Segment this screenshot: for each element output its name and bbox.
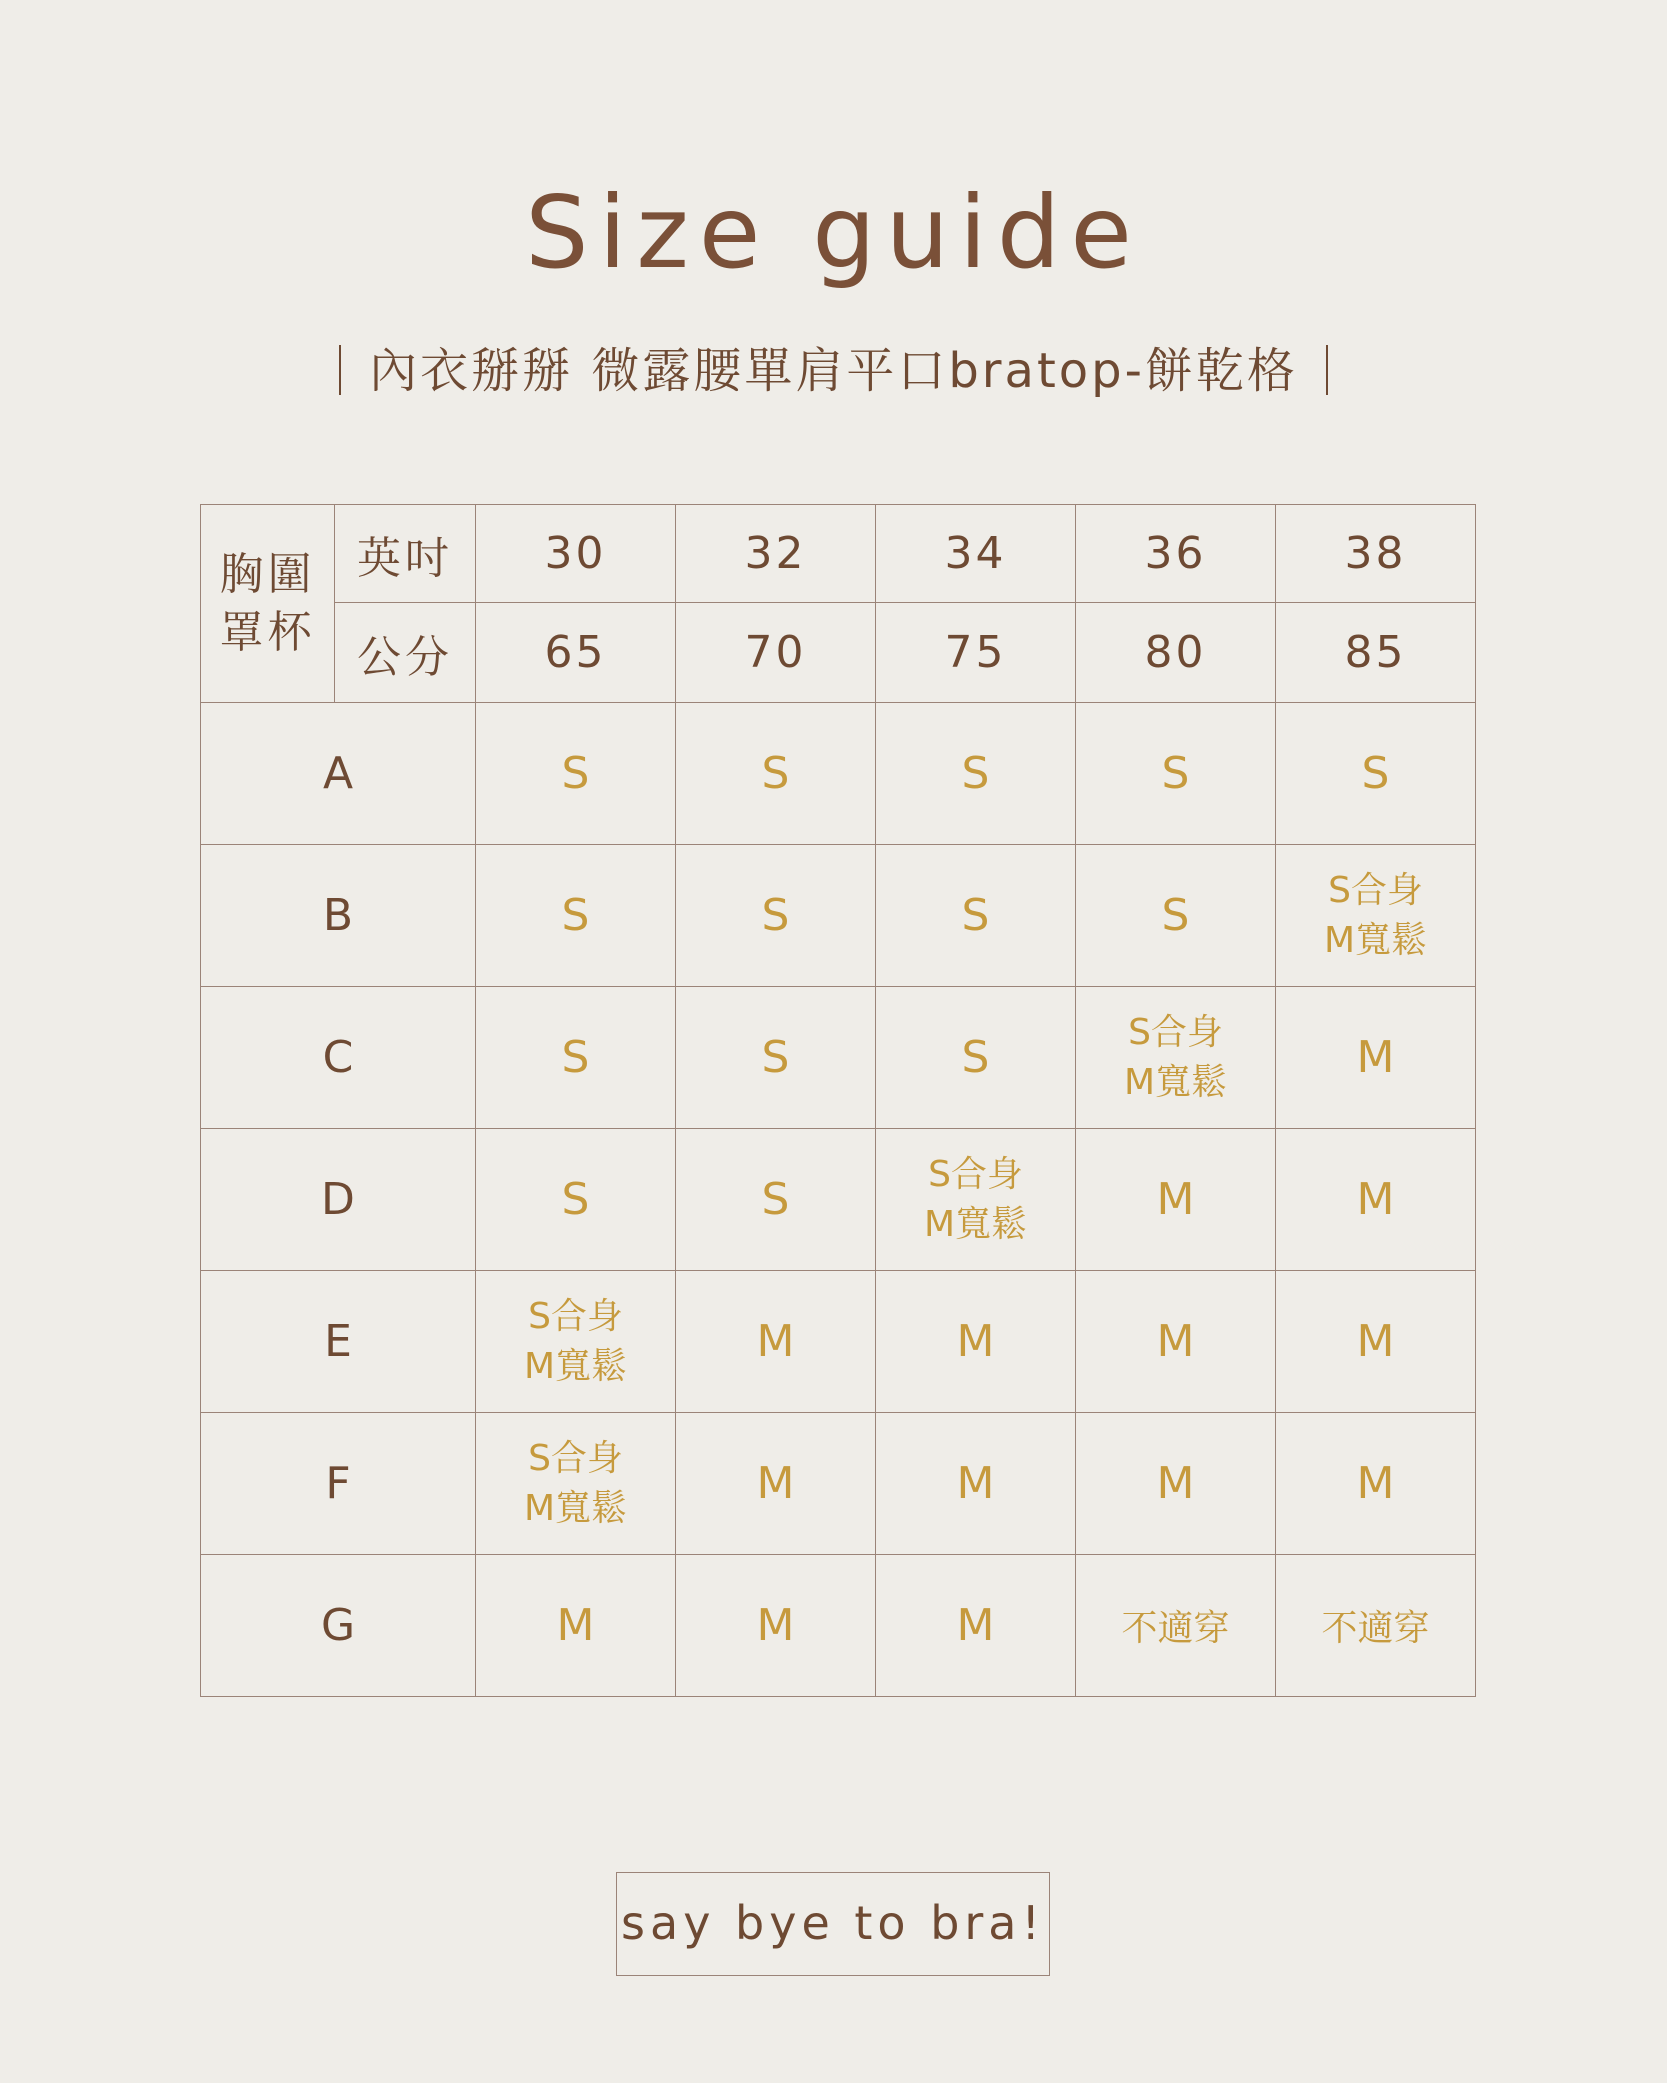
size-table <box>200 504 1476 1697</box>
inch-value: 30 <box>476 505 676 603</box>
product-subtitle <box>0 338 1667 404</box>
size-cell: M <box>1276 987 1476 1129</box>
cup-label: B <box>201 845 476 987</box>
size-cell: S <box>676 987 876 1129</box>
size-cell: S <box>876 845 1076 987</box>
size-cell: M <box>1276 1271 1476 1413</box>
size-fit-line: S合身 <box>928 1153 1023 1195</box>
size-loose-line: M寬鬆 <box>523 1487 628 1529</box>
size-loose-line: M寬鬆 <box>923 1203 1028 1245</box>
size-cell: S <box>1276 703 1476 845</box>
cm-value: 85 <box>1276 603 1476 703</box>
size-cell: M <box>676 1413 876 1555</box>
divider-right <box>1326 345 1328 395</box>
cup-label: C <box>201 987 476 1129</box>
size-cell <box>476 1271 676 1413</box>
size-cell: 不適穿 <box>1076 1555 1276 1697</box>
size-cell: S <box>876 987 1076 1129</box>
size-cell: M <box>1076 1413 1276 1555</box>
size-cell: M <box>1076 1271 1276 1413</box>
size-cell: S <box>476 1129 676 1271</box>
size-cell: 不適穿 <box>1276 1555 1476 1697</box>
cup-row <box>201 703 1476 845</box>
cup-row <box>201 1271 1476 1413</box>
cup-row <box>201 1129 1476 1271</box>
size-cell <box>876 1129 1076 1271</box>
cup-row <box>201 845 1476 987</box>
inch-label: 英吋 <box>335 505 476 603</box>
size-cell: S <box>676 845 876 987</box>
page-title: Size guide <box>525 174 1142 291</box>
size-cell: S <box>1076 703 1276 845</box>
cup-row <box>201 1413 1476 1555</box>
size-loose-line: M寬鬆 <box>1123 1061 1228 1103</box>
inch-value: 38 <box>1276 505 1476 603</box>
cup-label: E <box>201 1271 476 1413</box>
size-cell: S <box>676 703 876 845</box>
size-cell <box>476 1413 676 1555</box>
cup-label: A <box>201 703 476 845</box>
inch-value: 36 <box>1076 505 1276 603</box>
size-cell: M <box>676 1555 876 1697</box>
size-cell: S <box>476 845 676 987</box>
corner-cell <box>201 505 335 703</box>
size-cell: M <box>876 1413 1076 1555</box>
header-row-cm <box>201 603 1476 703</box>
cm-value: 70 <box>676 603 876 703</box>
size-cell: M <box>1276 1129 1476 1271</box>
size-fit-line: S合身 <box>528 1437 623 1479</box>
size-fit-line: S合身 <box>1328 869 1423 911</box>
size-cell: S <box>476 703 676 845</box>
size-cell: M <box>876 1555 1076 1697</box>
size-cell: M <box>876 1271 1076 1413</box>
size-cell: M <box>476 1555 676 1697</box>
cm-value: 75 <box>876 603 1076 703</box>
cm-label: 公分 <box>335 603 476 703</box>
size-loose-line: M寬鬆 <box>523 1345 628 1387</box>
corner-bust-label: 胸圍 <box>219 548 316 600</box>
cm-value: 80 <box>1076 603 1276 703</box>
size-cell <box>1076 987 1276 1129</box>
cm-value: 65 <box>476 603 676 703</box>
size-cell: M <box>1276 1413 1476 1555</box>
cup-label: G <box>201 1555 476 1697</box>
size-fit-line: S合身 <box>1128 1011 1223 1053</box>
inch-value: 34 <box>876 505 1076 603</box>
cup-label: D <box>201 1129 476 1271</box>
divider-left <box>339 345 341 395</box>
size-cell: S <box>676 1129 876 1271</box>
corner-cup-label: 罩杯 <box>219 606 316 658</box>
size-cell: M <box>676 1271 876 1413</box>
size-loose-line: M寬鬆 <box>1323 919 1428 961</box>
cup-label: F <box>201 1413 476 1555</box>
cup-row <box>201 1555 1476 1697</box>
size-cell: S <box>1076 845 1276 987</box>
slogan-box: say bye to bra! <box>616 1872 1050 1976</box>
size-cell: M <box>1076 1129 1276 1271</box>
header-row-inch <box>201 505 1476 603</box>
size-cell: S <box>476 987 676 1129</box>
size-cell <box>1276 845 1476 987</box>
size-cell: S <box>876 703 1076 845</box>
cup-row <box>201 987 1476 1129</box>
product-name: 內衣掰掰 微露腰單肩平口bratop-餅乾格 <box>369 343 1298 399</box>
size-fit-line: S合身 <box>528 1295 623 1337</box>
inch-value: 32 <box>676 505 876 603</box>
